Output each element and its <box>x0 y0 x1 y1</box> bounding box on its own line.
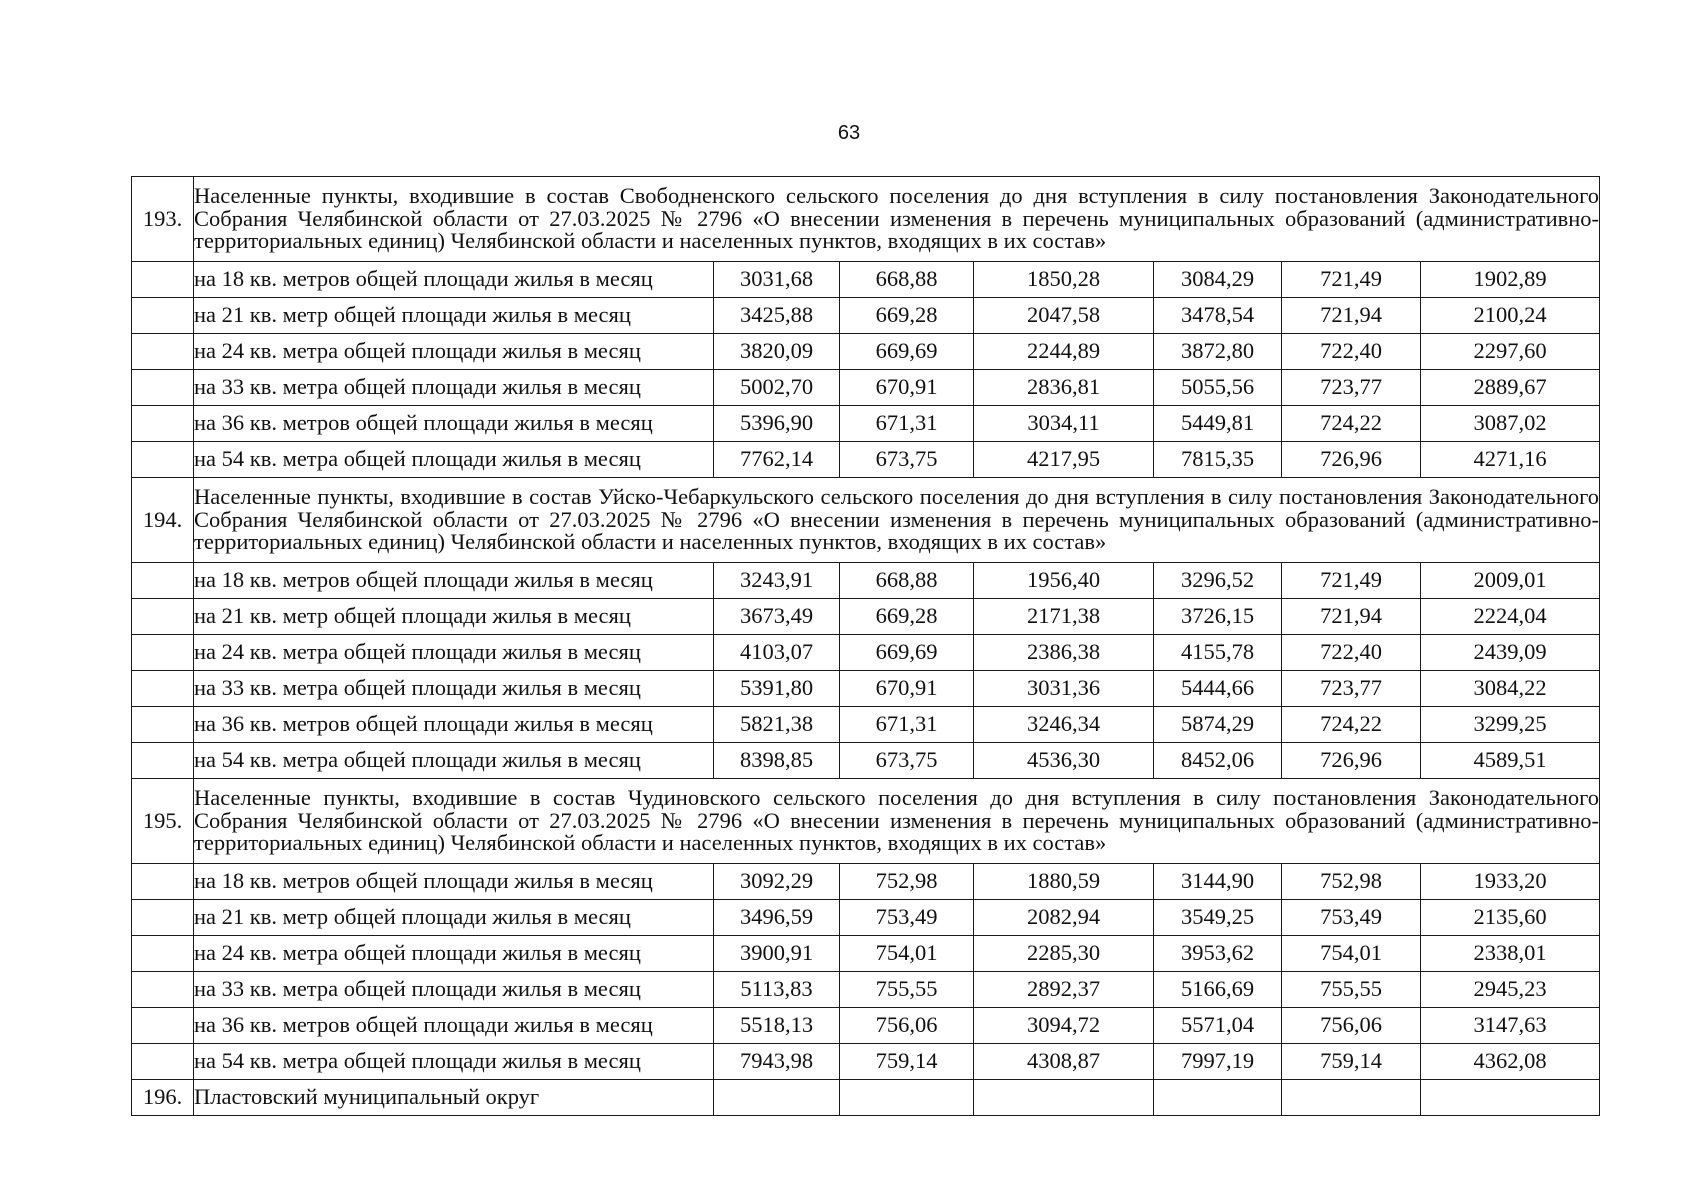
row-number <box>132 972 194 1008</box>
section-header-row <box>132 779 1600 864</box>
value-cell <box>714 1080 840 1116</box>
value-cell: 721,94 <box>1282 298 1421 334</box>
value-cell: 5166,69 <box>1154 972 1282 1008</box>
value-cell: 5449,81 <box>1154 406 1282 442</box>
row-number <box>132 334 194 370</box>
value-cell: 3953,62 <box>1154 936 1282 972</box>
value-cell: 3549,25 <box>1154 900 1282 936</box>
value-cell: 2100,24 <box>1421 298 1600 334</box>
value-cell: 2945,23 <box>1421 972 1600 1008</box>
table-row <box>132 707 1600 743</box>
row-label: на 18 кв. метров общей площади жилья в месяц <box>194 864 714 900</box>
row-number: 194. <box>132 478 194 563</box>
value-cell: 668,88 <box>840 563 974 599</box>
value-cell: 4308,87 <box>974 1044 1154 1080</box>
value-cell: 726,96 <box>1282 743 1421 779</box>
value-cell: 3726,15 <box>1154 599 1282 635</box>
row-number <box>132 671 194 707</box>
value-cell: 3031,68 <box>714 262 840 298</box>
value-cell: 1902,89 <box>1421 262 1600 298</box>
value-cell: 3820,09 <box>714 334 840 370</box>
value-cell: 2047,58 <box>974 298 1154 334</box>
value-cell: 668,88 <box>840 262 974 298</box>
table-row <box>132 334 1600 370</box>
row-number <box>132 442 194 478</box>
table-row <box>132 864 1600 900</box>
row-label: на 54 кв. метра общей площади жилья в месяц <box>194 1044 714 1080</box>
value-cell: 5444,66 <box>1154 671 1282 707</box>
table-row <box>132 1008 1600 1044</box>
table-row <box>132 262 1600 298</box>
table-row <box>132 671 1600 707</box>
row-number <box>132 370 194 406</box>
value-cell: 4271,16 <box>1421 442 1600 478</box>
row-number <box>132 635 194 671</box>
value-cell: 721,94 <box>1282 599 1421 635</box>
value-cell: 724,22 <box>1282 406 1421 442</box>
value-cell: 754,01 <box>1282 936 1421 972</box>
value-cell: 5391,80 <box>714 671 840 707</box>
row-label: на 36 кв. метров общей площади жилья в месяц <box>194 707 714 743</box>
value-cell: 7997,19 <box>1154 1044 1282 1080</box>
table-row <box>132 406 1600 442</box>
row-label: на 18 кв. метров общей площади жилья в месяц <box>194 563 714 599</box>
value-cell: 1850,28 <box>974 262 1154 298</box>
value-cell: 2009,01 <box>1421 563 1600 599</box>
value-cell: 724,22 <box>1282 707 1421 743</box>
value-cell: 723,77 <box>1282 671 1421 707</box>
value-cell: 2386,38 <box>974 635 1154 671</box>
row-number <box>132 900 194 936</box>
row-label: на 21 кв. метр общей площади жилья в месяц <box>194 900 714 936</box>
row-label: на 54 кв. метра общей площади жилья в месяц <box>194 442 714 478</box>
row-label: на 24 кв. метра общей площади жилья в месяц <box>194 936 714 972</box>
table-row <box>132 442 1600 478</box>
municipality-row <box>132 1080 1600 1116</box>
value-cell: 3872,80 <box>1154 334 1282 370</box>
value-cell: 723,77 <box>1282 370 1421 406</box>
value-cell: 2836,81 <box>974 370 1154 406</box>
value-cell: 2224,04 <box>1421 599 1600 635</box>
value-cell: 3087,02 <box>1421 406 1600 442</box>
value-cell: 671,31 <box>840 707 974 743</box>
value-cell: 753,49 <box>840 900 974 936</box>
table-row <box>132 635 1600 671</box>
value-cell: 3243,91 <box>714 563 840 599</box>
value-cell: 5055,56 <box>1154 370 1282 406</box>
row-label: на 24 кв. метра общей площади жилья в месяц <box>194 635 714 671</box>
value-cell: 721,49 <box>1282 262 1421 298</box>
value-cell: 7762,14 <box>714 442 840 478</box>
value-cell: 3092,29 <box>714 864 840 900</box>
value-cell: 2892,37 <box>974 972 1154 1008</box>
value-cell: 670,91 <box>840 370 974 406</box>
value-cell: 5821,38 <box>714 707 840 743</box>
value-cell: 4155,78 <box>1154 635 1282 671</box>
tariff-table <box>131 176 1600 1116</box>
value-cell: 2244,89 <box>974 334 1154 370</box>
table-row <box>132 599 1600 635</box>
value-cell: 669,69 <box>840 334 974 370</box>
row-label: на 33 кв. метра общей площади жилья в месяц <box>194 370 714 406</box>
value-cell: 2082,94 <box>974 900 1154 936</box>
value-cell: 5002,70 <box>714 370 840 406</box>
row-label: на 33 кв. метра общей площади жилья в месяц <box>194 972 714 1008</box>
value-cell: 5518,13 <box>714 1008 840 1044</box>
value-cell: 669,69 <box>840 635 974 671</box>
value-cell: 721,49 <box>1282 563 1421 599</box>
value-cell: 3034,11 <box>974 406 1154 442</box>
municipality-name: Пластовский муниципальный округ <box>194 1080 714 1116</box>
value-cell: 759,14 <box>840 1044 974 1080</box>
value-cell: 671,31 <box>840 406 974 442</box>
row-number <box>132 864 194 900</box>
section-header-row <box>132 177 1600 262</box>
row-number <box>132 563 194 599</box>
table-row <box>132 743 1600 779</box>
section-description: Населенные пункты, входившие в состав Уйско-Чебаркульского сельского поселения до дня вступления в силу постановления Законодательного Собрания Челябинской области от 27.03.2025 № 2796 «О внесении изменения в перечень муниципальных образований (административно-территориальных единиц) Челябинской области и населенных пунктов, входящих в их состав» <box>194 478 1600 563</box>
value-cell: 3299,25 <box>1421 707 1600 743</box>
value-cell: 3478,54 <box>1154 298 1282 334</box>
row-number <box>132 298 194 334</box>
value-cell: 1956,40 <box>974 563 1154 599</box>
value-cell <box>1154 1080 1282 1116</box>
table-row <box>132 298 1600 334</box>
row-number <box>132 743 194 779</box>
row-label: на 21 кв. метр общей площади жилья в месяц <box>194 599 714 635</box>
value-cell: 3673,49 <box>714 599 840 635</box>
row-label: на 24 кв. метра общей площади жилья в месяц <box>194 334 714 370</box>
value-cell: 7815,35 <box>1154 442 1282 478</box>
row-number: 195. <box>132 779 194 864</box>
value-cell: 2135,60 <box>1421 900 1600 936</box>
value-cell: 755,55 <box>1282 972 1421 1008</box>
value-cell: 3147,63 <box>1421 1008 1600 1044</box>
value-cell: 753,49 <box>1282 900 1421 936</box>
row-label: на 33 кв. метра общей площади жилья в месяц <box>194 671 714 707</box>
value-cell: 2297,60 <box>1421 334 1600 370</box>
value-cell: 8398,85 <box>714 743 840 779</box>
row-label: на 21 кв. метр общей площади жилья в месяц <box>194 298 714 334</box>
row-label: на 36 кв. метров общей площади жилья в месяц <box>194 1008 714 1044</box>
table-row <box>132 370 1600 406</box>
table-row <box>132 563 1600 599</box>
value-cell: 3900,91 <box>714 936 840 972</box>
value-cell: 3496,59 <box>714 900 840 936</box>
row-number: 193. <box>132 177 194 262</box>
value-cell: 2439,09 <box>1421 635 1600 671</box>
row-number <box>132 936 194 972</box>
page-number: 63 <box>837 122 861 144</box>
row-number <box>132 406 194 442</box>
row-label: на 18 кв. метров общей площади жилья в месяц <box>194 262 714 298</box>
table-row <box>132 900 1600 936</box>
value-cell: 670,91 <box>840 671 974 707</box>
value-cell: 4589,51 <box>1421 743 1600 779</box>
value-cell: 756,06 <box>1282 1008 1421 1044</box>
value-cell: 5113,83 <box>714 972 840 1008</box>
row-number <box>132 599 194 635</box>
value-cell: 722,40 <box>1282 635 1421 671</box>
value-cell: 2171,38 <box>974 599 1154 635</box>
value-cell: 3425,88 <box>714 298 840 334</box>
section-description: Населенные пункты, входившие в состав Свободненского сельского поселения до дня вступления в силу постановления Законодательного Собрания Челябинской области от 27.03.2025 № 2796 «О внесении изменения в перечень муниципальных образований (административно-территориальных единиц) Челябинской области и населенных пунктов, входящих в их состав» <box>194 177 1600 262</box>
value-cell: 673,75 <box>840 442 974 478</box>
value-cell: 2285,30 <box>974 936 1154 972</box>
value-cell: 2338,01 <box>1421 936 1600 972</box>
row-number <box>132 262 194 298</box>
value-cell <box>974 1080 1154 1116</box>
value-cell: 3084,22 <box>1421 671 1600 707</box>
value-cell: 3094,72 <box>974 1008 1154 1044</box>
value-cell: 3246,34 <box>974 707 1154 743</box>
table-row <box>132 972 1600 1008</box>
section-description: Населенные пункты, входившие в состав Чудиновского сельского поселения до дня вступления в силу постановления Законодательного Собрания Челябинской области от 27.03.2025 № 2796 «О внесении изменения в перечень муниципальных образований (административно-территориальных единиц) Челябинской области и населенных пунктов, входящих в их состав» <box>194 779 1600 864</box>
table-row <box>132 1044 1600 1080</box>
value-cell <box>1421 1080 1600 1116</box>
value-cell: 3144,90 <box>1154 864 1282 900</box>
value-cell: 5396,90 <box>714 406 840 442</box>
row-label: на 36 кв. метров общей площади жилья в месяц <box>194 406 714 442</box>
value-cell <box>1282 1080 1421 1116</box>
table-row <box>132 936 1600 972</box>
value-cell: 669,28 <box>840 599 974 635</box>
value-cell: 3031,36 <box>974 671 1154 707</box>
value-cell: 4536,30 <box>974 743 1154 779</box>
value-cell: 1880,59 <box>974 864 1154 900</box>
value-cell: 4217,95 <box>974 442 1154 478</box>
value-cell: 673,75 <box>840 743 974 779</box>
section-header-row <box>132 478 1600 563</box>
row-number <box>132 1044 194 1080</box>
value-cell <box>840 1080 974 1116</box>
value-cell: 2889,67 <box>1421 370 1600 406</box>
value-cell: 3296,52 <box>1154 563 1282 599</box>
value-cell: 759,14 <box>1282 1044 1421 1080</box>
table-body <box>132 177 1600 1116</box>
value-cell: 726,96 <box>1282 442 1421 478</box>
value-cell: 4362,08 <box>1421 1044 1600 1080</box>
value-cell: 669,28 <box>840 298 974 334</box>
row-number <box>132 707 194 743</box>
row-label: на 54 кв. метра общей площади жилья в месяц <box>194 743 714 779</box>
value-cell: 7943,98 <box>714 1044 840 1080</box>
row-number: 196. <box>132 1080 194 1116</box>
value-cell: 4103,07 <box>714 635 840 671</box>
value-cell: 3084,29 <box>1154 262 1282 298</box>
value-cell: 722,40 <box>1282 334 1421 370</box>
value-cell: 752,98 <box>840 864 974 900</box>
value-cell: 755,55 <box>840 972 974 1008</box>
value-cell: 5571,04 <box>1154 1008 1282 1044</box>
row-number <box>132 1008 194 1044</box>
value-cell: 754,01 <box>840 936 974 972</box>
value-cell: 1933,20 <box>1421 864 1600 900</box>
value-cell: 8452,06 <box>1154 743 1282 779</box>
value-cell: 752,98 <box>1282 864 1421 900</box>
value-cell: 756,06 <box>840 1008 974 1044</box>
value-cell: 5874,29 <box>1154 707 1282 743</box>
